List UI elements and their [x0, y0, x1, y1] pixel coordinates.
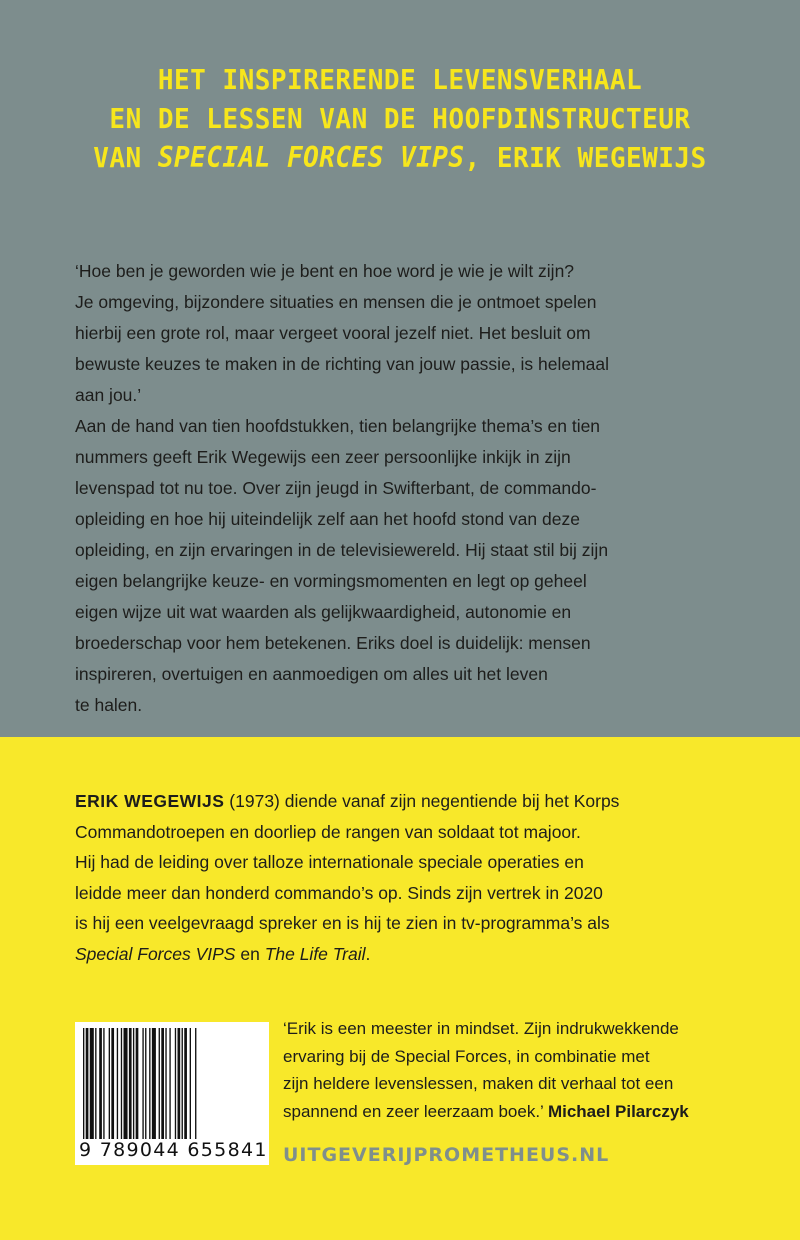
bio-line — [75, 939, 775, 970]
headline — [28, 60, 772, 177]
barcode-bar — [129, 1028, 132, 1156]
barcode-bar — [86, 1028, 89, 1156]
blurb-line: inspireren, overtuigen en aanmoedigen om alles uit het leven — [75, 664, 548, 684]
barcode-bar — [111, 1028, 114, 1156]
blurb-line: hierbij een grote rol, maar vergeet vooral jezelf niet. Het besluit om — [75, 323, 591, 343]
quote-line: ervaring bij de Special Forces, in combinatie met — [283, 1046, 650, 1066]
quote-line: zijn heldere levenslessen, maken dit verhaal tot een — [283, 1074, 674, 1094]
barcode-bar — [109, 1028, 110, 1156]
show-title: Special Forces VIPS — [75, 943, 236, 964]
barcode-bar — [95, 1028, 96, 1156]
barcode-bar — [121, 1028, 122, 1156]
quote-text: spannend en zeer leerzaam boek.’ — [283, 1102, 548, 1122]
barcode-bar — [142, 1028, 143, 1156]
blurb-line: te halen. — [75, 695, 143, 715]
barcode-bar — [161, 1028, 164, 1156]
barcode-bar — [175, 1028, 176, 1156]
quote-line: ‘Erik is een meester in mindset. Zijn indrukwekkende — [283, 1019, 679, 1038]
barcode-bar — [99, 1028, 102, 1156]
blurb-line: opleiding, en zijn ervaringen in de televisiewereld. Hij staat stil bij zijn — [75, 540, 609, 560]
headline-text: VAN — [93, 141, 158, 174]
show-title: The Life Trail — [264, 943, 366, 964]
blurb-text — [75, 256, 775, 721]
barcode — [75, 1022, 269, 1165]
quote-line — [283, 1098, 783, 1126]
barcode-bar — [83, 1028, 84, 1156]
quote-author: Michael Pilarczyk — [547, 1102, 689, 1122]
bio-line: Hij had de leiding over talloze internationale speciale operaties en — [75, 852, 584, 872]
barcode-bar — [136, 1028, 139, 1156]
barcode-bar — [90, 1028, 94, 1156]
blurb-line: eigen wijze uit wat waarden als gelijkwaardigheid, autonomie en — [75, 602, 572, 622]
blurb-line: nummers geeft Erik Wegewijs een zeer persoonlijke inkijk in zijn — [75, 447, 571, 467]
barcode-bar — [165, 1028, 166, 1156]
bio-text: en — [235, 943, 265, 964]
blurb-line: opleiding en hoe hij uiteindelijk zelf aan het hoofd stond van deze — [75, 509, 580, 529]
blurb-line: eigen belangrijke keuze- en vormingsmomenten en legt op geheel — [75, 571, 587, 591]
barcode-bar — [169, 1028, 170, 1156]
barcode-bar — [149, 1028, 150, 1156]
barcode-bar — [159, 1028, 160, 1156]
bio-text: . — [365, 943, 371, 964]
barcode-bar — [152, 1028, 156, 1156]
author-bio — [75, 786, 775, 969]
blurb-line: ‘Hoe ben je geworden wie je bent en hoe word je wie je wilt zijn? — [75, 261, 575, 281]
barcode-bar — [124, 1028, 128, 1156]
headline-show-title: SPECIAL FORCES VIPS — [157, 141, 465, 174]
barcode-bar — [145, 1028, 146, 1156]
headline-line: HET INSPIRERENDE LEVENSVERHAAL — [157, 63, 643, 96]
isbn-number: 9 789044 655841 — [79, 1139, 268, 1161]
barcode-bar — [103, 1028, 104, 1156]
blurb-line: levenspad tot nu toe. Over zijn jeugd in Swifterbant, de commando- — [75, 478, 597, 498]
bio-line: Commandotroepen en doorliep de rangen van soldaat tot majoor. — [75, 821, 581, 842]
barcode-bar — [117, 1028, 118, 1156]
bio-line: is hij een veelgevraagd spreker en is hij te zien in tv-programma’s als — [75, 913, 610, 933]
author-name: ERIK WEGEWIJS — [75, 791, 225, 811]
barcode-bar — [182, 1028, 183, 1156]
barcode-bar — [184, 1028, 187, 1156]
bio-line: leidde meer dan honderd commando’s op. Sinds zijn vertrek in 2020 — [75, 882, 603, 903]
blurb-line: bewuste keuzes te maken in de richting van jouw passie, is helemaal — [75, 354, 610, 374]
barcode-bar — [133, 1028, 134, 1156]
barcode-bar — [190, 1028, 191, 1156]
headline-text: , ERIK WEGEWIJS — [464, 141, 707, 174]
blurb-line: Aan de hand van tien hoofdstukken, tien belangrijke thema’s en tien — [75, 416, 601, 436]
barcode-bar — [178, 1028, 181, 1156]
endorsement-quote — [283, 1015, 783, 1126]
barcode-bar — [195, 1028, 196, 1156]
bio-text: (1973) diende vanaf zijn negentiende bij het Korps — [224, 791, 620, 811]
headline-line — [28, 138, 772, 177]
blurb-line: Je omgeving, bijzondere situaties en mensen die je ontmoet spelen — [75, 292, 597, 312]
blurb-line: broederschap voor hem betekenen. Eriks doel is duidelijk: mensen — [75, 633, 591, 653]
blurb-line: aan jou.’ — [75, 385, 142, 405]
bio-line — [75, 786, 775, 817]
headline-line: EN DE LESSEN VAN DE HOOFDINSTRUCTEUR — [109, 102, 691, 135]
publisher-website: UITGEVERIJPROMETHEUS.NL — [283, 1144, 610, 1166]
